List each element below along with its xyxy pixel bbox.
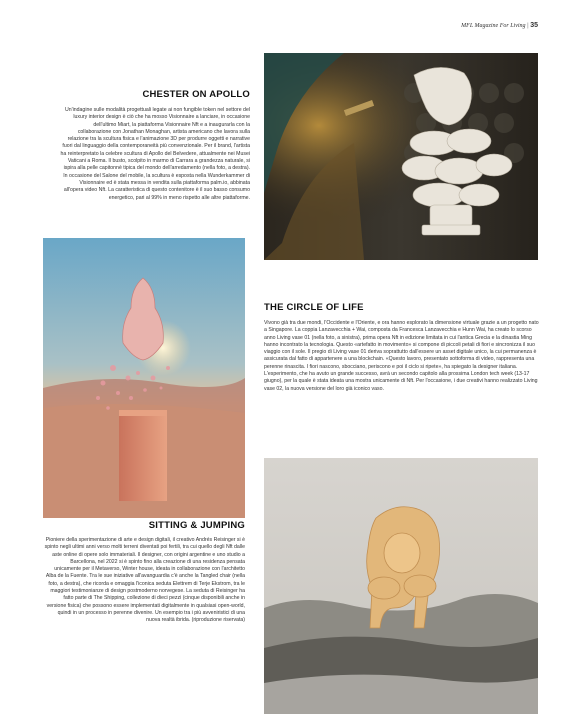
article-title-sitting: SITTING & JUMPING bbox=[148, 520, 245, 531]
page-number: 35 bbox=[530, 22, 538, 29]
article-body-sitting: Pioniere della sperimentazione di arte e design digitali, il creativo Andrés Reisinger si è spinto negli ultimi anni verso molti terreni diventati poi fertili, tra cui quello degli Nft dalle aste online di opere solo immateriali. Il designer, con origini argentine e uno studio a Barcellona, nel 2022 si è spinto fino alla creazione di una residenza pensata unicamente per il Metaverso, Winter house, ideata in collaborazione con l'architetto Alba de la Fuente. Tra le sue iniziative all'avanguardia c'è anche la Tangled chair (nella foto, a destra), che ricorda e omaggia l'iconica seduta Elettrem di Terje Ekstrom, tra le maggiori testimonianze di design postmoderno norvegese. La seduta di Reisinger ha fatto parte di The Shipping, collezione di dieci pezzi (cinque disponibili anche in versione fisica) che possono essere implementati digitalmente in qualsiasi open-world, quindi in un processo in perenne divenire. Un esempio tra i più avveniristici di una nuova realtà ibrida. (riproduzione riservata) bbox=[44, 537, 245, 624]
article-title-circle: THE CIRCLE OF LIFE bbox=[264, 302, 364, 313]
magazine-name: MFL Magazine For Living bbox=[461, 23, 526, 29]
article-body-chester: Un'indagine sulle modalità progettuali legate ai non fungible token nel settore del luxury interior design è ciò che ha mosso Visionnaire a lanciare, in occasione dell'ultimo Miart, la piattaforma Visionnaire Nft e a inaugurarla con la collaborazione con Jonathan Monaghan, artista americano che lavora sulla relazione tra la scultura fisica e l'animazione 3D per produrre oggetti e narrative fuori dal linguaggio della contemporaneità più convenzionale. Per il brand, l'artista ha reinterpretato la celebre scultura di Apollo del Belvedere, attualmente nei Musei Vaticani a Roma. Il busto, scolpito in marmo di Carrara a grandezza naturale, si ispira alla pelle capitonnè tipica del mondo dell'arredamento (nella foto, a destra). In occasione del Salone del mobile, la scultura è esposta nella Wunderkammer di Visionnaire ed è stata messa in vendita sulla piattaforma palm.io, abbinata all'opera video Nft. La caratteristica di questo contenitore è il suo basso consumo energetico, pari al 99% in meno rispetto alle altre piattaforme. bbox=[60, 107, 250, 201]
apollo-bust-photo bbox=[264, 53, 538, 260]
tangled-chair-photo bbox=[264, 458, 538, 714]
living-vase-photo bbox=[43, 238, 245, 518]
running-header: MFL Magazine For Living | 35 bbox=[461, 22, 538, 29]
article-title-chester: CHESTER ON APOLLO bbox=[142, 89, 250, 100]
article-body-circle: Vivono già tra due mondi, l'Occidente e l'Oriente, e ora hanno esplorato la dimensione virtuale grazie a un progetto nato a Singapore. La coppia Lanzavecchia + Wai, composta da Francesca Lanzavecchia e Hunn Wai, ha creato lo scorso anno Living vase 01 (nella foto, a sinistra), prima opera Nft in edizione limitata in cui l'antica Grecia e la dinastia Ming hanno incontrato la tecnologia. Questo «artefatto in movimento» si compone di piccoli petali di fiori e sincronizza il suo viaggio con il sole. Il pregio di Living vase 01 deriva soprattutto dall'essere un asset digitale unico, la cui permanenza è assicurata dal fatto di appartenere a una blockchain. «Questo lavoro, presentato sottoforma di video, rappresenta una perenne rinascita. I fiori nascono, sbocciano, periscono e poi il ciclo si ripete», ha spiegato la designer italiana. L'esperimento, che ha avuto un grande successo, avrà un secondo capitolo alla prossima London tech week (13-17 giugno), per la quale è stata ideata una mostra unicamente di Nft. Per l'occasione, i due creativi hanno realizzato Living vase 02, la nuova versione del loro già iconico vaso. bbox=[264, 320, 539, 392]
